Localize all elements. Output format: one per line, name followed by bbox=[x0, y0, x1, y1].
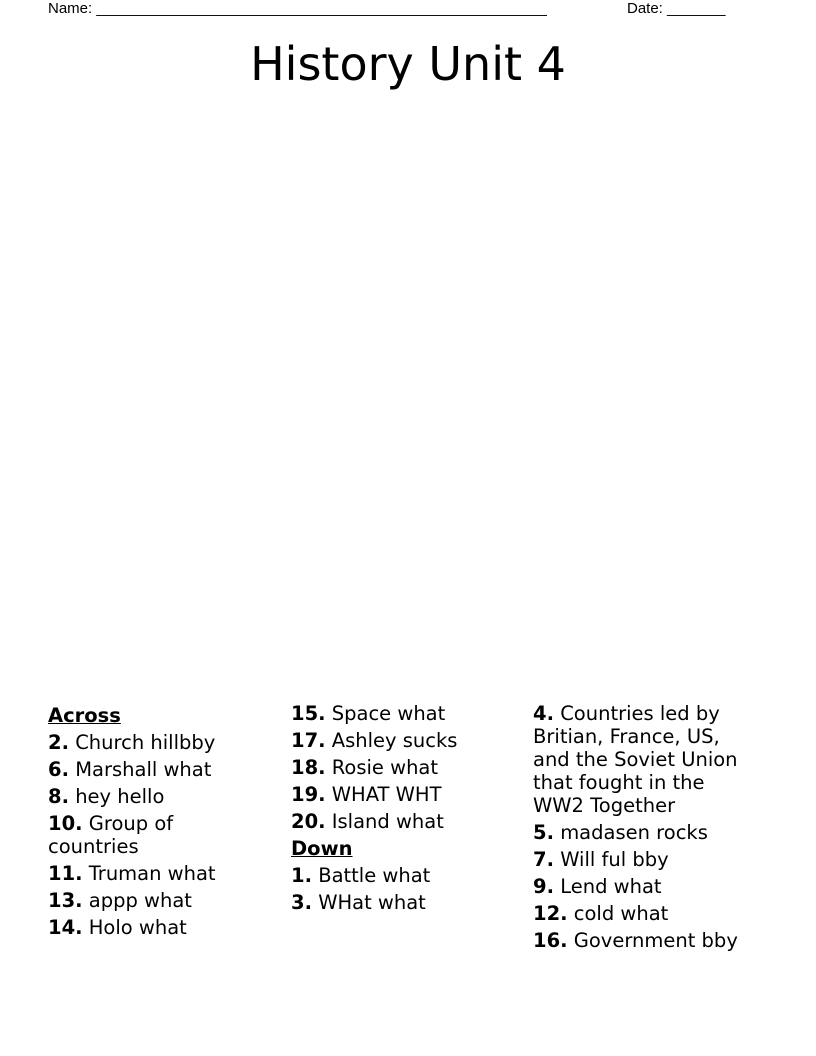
clue-item bbox=[291, 783, 511, 806]
clue-text: Marshall what bbox=[75, 758, 212, 781]
clue-item bbox=[48, 812, 268, 858]
clue-item bbox=[291, 864, 511, 887]
clue-text: Government bby bbox=[573, 929, 738, 952]
clue-number: 7. bbox=[533, 848, 554, 871]
clue-text: Space what bbox=[331, 702, 446, 725]
date-field[interactable]: Date: _______ bbox=[627, 0, 726, 17]
clue-number: 15. bbox=[291, 702, 326, 725]
clue-text: Group of countries bbox=[48, 812, 174, 858]
clue-text: appp what bbox=[88, 889, 192, 912]
clue-text: Countries led by Britian, France, US, and the Soviet Union that fought in the WW2 Together bbox=[533, 702, 738, 817]
clue-number: 12. bbox=[533, 902, 568, 925]
clue-text: Holo what bbox=[88, 916, 187, 939]
across-column-2 bbox=[291, 702, 511, 918]
clue-number: 5. bbox=[533, 821, 554, 844]
clue-item bbox=[291, 729, 511, 752]
clue-item bbox=[533, 702, 758, 817]
clue-text: hey hello bbox=[75, 785, 165, 808]
across-heading: Across bbox=[48, 704, 121, 727]
across-column-1 bbox=[48, 702, 268, 943]
name-field[interactable]: Name: ______________________________________________________ bbox=[48, 0, 547, 17]
clue-number: 11. bbox=[48, 862, 83, 885]
clue-text: WHat what bbox=[318, 891, 426, 914]
clue-number: 19. bbox=[291, 783, 326, 806]
down-heading: Down bbox=[291, 837, 353, 860]
clue-item bbox=[291, 702, 511, 725]
clue-item bbox=[291, 756, 511, 779]
clue-number: 17. bbox=[291, 729, 326, 752]
clue-text: Rosie what bbox=[331, 756, 439, 779]
clue-item bbox=[533, 848, 758, 871]
clue-number: 13. bbox=[48, 889, 83, 912]
clue-item bbox=[533, 875, 758, 898]
clue-text: cold what bbox=[573, 902, 669, 925]
clue-item bbox=[48, 758, 268, 781]
clue-text: Island what bbox=[331, 810, 444, 833]
clue-text: Lend what bbox=[560, 875, 662, 898]
down-column bbox=[533, 702, 758, 956]
clue-text: Battle what bbox=[318, 864, 431, 887]
clue-item bbox=[48, 785, 268, 808]
clue-number: 9. bbox=[533, 875, 554, 898]
page-title: History Unit 4 bbox=[250, 37, 566, 91]
clue-item bbox=[48, 862, 268, 885]
clue-number: 4. bbox=[533, 702, 554, 725]
clue-text: Truman what bbox=[88, 862, 216, 885]
clue-number: 10. bbox=[48, 812, 83, 835]
clue-number: 20. bbox=[291, 810, 326, 833]
clue-item bbox=[291, 891, 511, 914]
clue-text: WHAT WHT bbox=[331, 783, 442, 806]
clue-item bbox=[291, 810, 511, 833]
clue-number: 6. bbox=[48, 758, 69, 781]
clue-number: 1. bbox=[291, 864, 312, 887]
clue-text: Will ful bby bbox=[560, 848, 669, 871]
clue-number: 8. bbox=[48, 785, 69, 808]
clue-text: Church hillbby bbox=[75, 731, 216, 754]
clue-text: madasen rocks bbox=[560, 821, 708, 844]
clue-number: 2. bbox=[48, 731, 69, 754]
clue-number: 18. bbox=[291, 756, 326, 779]
clue-text: Ashley sucks bbox=[331, 729, 458, 752]
clue-item bbox=[533, 821, 758, 844]
clue-item bbox=[48, 731, 268, 754]
clue-number: 3. bbox=[291, 891, 312, 914]
clue-item bbox=[533, 929, 758, 952]
clue-item bbox=[48, 916, 268, 939]
clue-number: 16. bbox=[533, 929, 568, 952]
clue-item bbox=[48, 889, 268, 912]
clue-number: 14. bbox=[48, 916, 83, 939]
clue-item bbox=[533, 902, 758, 925]
